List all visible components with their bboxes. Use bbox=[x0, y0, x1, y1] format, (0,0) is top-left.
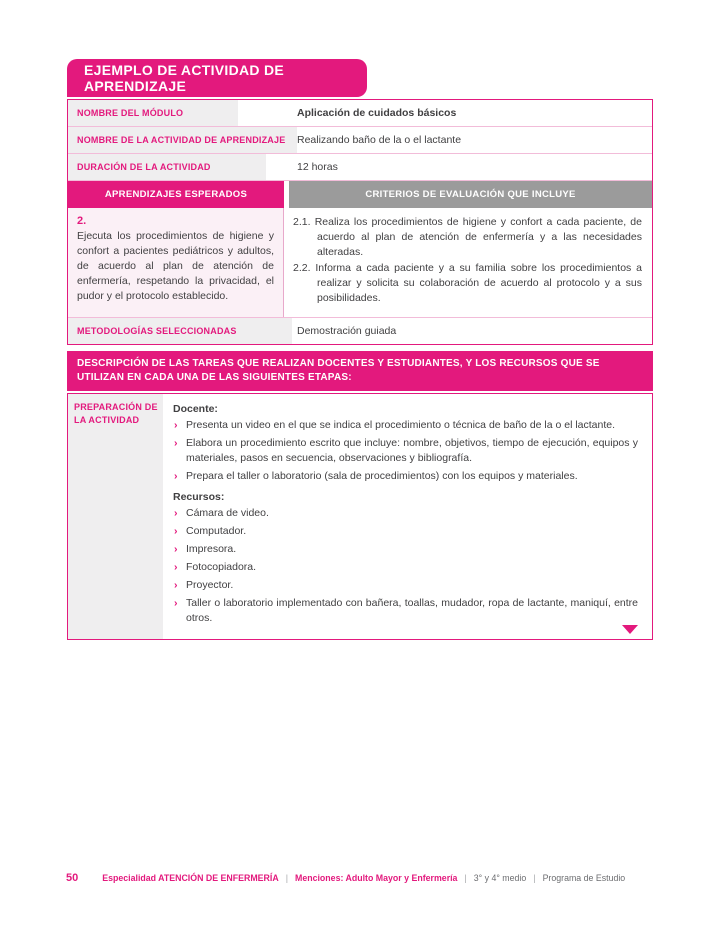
list-item bbox=[173, 436, 638, 466]
list-item-text: Taller o laboratorio implementado con bañera, toallas, mudador, ropa de lactante, maniquí, entre otros. bbox=[186, 597, 638, 624]
row-value: Realizando baño de la o el lactante bbox=[297, 134, 462, 146]
recursos-list bbox=[173, 506, 638, 626]
table-row bbox=[68, 153, 652, 180]
continuation-arrow-icon bbox=[622, 625, 638, 634]
activity-title: EJEMPLO DE ACTIVIDAD DE APRENDIZAJE bbox=[84, 62, 285, 94]
criteria-item bbox=[293, 215, 642, 260]
list-item-text: Fotocopiadora. bbox=[186, 561, 257, 573]
criteria-text: Realiza los procedimientos de higiene y confort a cada paciente, de acuerdo al plan de atención de enfermería y a las necesidades alteradas. bbox=[314, 216, 642, 258]
row-label: DURACIÓN DE LA ACTIVIDAD bbox=[68, 154, 266, 180]
row-label: NOMBRE DEL MÓDULO bbox=[68, 100, 238, 126]
learning-number: 2. bbox=[77, 215, 87, 227]
bullet-icon: › bbox=[174, 543, 178, 555]
docente-heading: Docente: bbox=[173, 403, 218, 415]
row-label: NOMBRE DE LA ACTIVIDAD DE APRENDIZAJE bbox=[68, 127, 297, 153]
footer-grade: 3° y 4° medio bbox=[473, 873, 527, 883]
footer-separator: | bbox=[464, 873, 467, 883]
criteria-item bbox=[293, 261, 642, 306]
row-label-cell bbox=[68, 154, 297, 180]
activity-info-rows bbox=[68, 100, 652, 180]
bullet-icon: › bbox=[174, 525, 178, 537]
tasks-description-banner: DESCRIPCIÓN DE LAS TAREAS QUE REALIZAN DOCENTES Y ESTUDIANTES, Y LOS RECURSOS QUE SE UTILIZAN EN CADA UNA DE LAS SIGUIENTES ETAPAS: bbox=[67, 351, 653, 391]
page-footer bbox=[66, 872, 654, 884]
list-item bbox=[173, 418, 638, 433]
row-value: 12 horas bbox=[297, 161, 338, 173]
list-item bbox=[173, 596, 638, 626]
methodology-label: METODOLOGÍAS SELECCIONADAS bbox=[68, 318, 292, 344]
table-row bbox=[68, 100, 652, 126]
list-item-text: Proyector. bbox=[186, 579, 234, 591]
footer-separator: | bbox=[285, 873, 288, 883]
methodology-row bbox=[68, 317, 652, 344]
bullet-icon: › bbox=[174, 437, 178, 449]
recursos-heading: Recursos: bbox=[173, 491, 225, 503]
preparation-section bbox=[67, 393, 653, 640]
footer-specialty: Especialidad ATENCIÓN DE ENFERMERÍA bbox=[102, 873, 279, 883]
table-row bbox=[68, 126, 652, 153]
list-item-text: Impresora. bbox=[186, 543, 237, 555]
methodology-value: Demostración guiada bbox=[297, 325, 397, 337]
footer-line bbox=[102, 873, 625, 883]
footer-mentions: Menciones: Adulto Mayor y Enfermería bbox=[295, 873, 458, 883]
list-item bbox=[173, 469, 638, 484]
list-item-text: Cámara de video. bbox=[186, 507, 269, 519]
expected-learning-header: APRENDIZAJES ESPERADOS bbox=[68, 181, 284, 208]
list-item bbox=[173, 542, 638, 557]
list-item bbox=[173, 578, 638, 593]
bullet-icon: › bbox=[174, 597, 178, 609]
preparation-content bbox=[163, 394, 652, 639]
row-label-cell bbox=[68, 318, 297, 344]
page-number: 50 bbox=[66, 872, 79, 884]
criteria-cell bbox=[284, 208, 652, 317]
activity-table bbox=[67, 99, 653, 345]
criteria-text: Informa a cada paciente y a su familia sobre los procedimientos a realizar y solicita su colaboración de acuerdo al protocolo y a sus posibilidades. bbox=[315, 262, 643, 304]
criteria-number: 2.1. bbox=[293, 216, 311, 228]
row-label-cell bbox=[68, 127, 297, 153]
expected-learning-cell bbox=[68, 208, 284, 317]
bullet-icon: › bbox=[174, 579, 178, 591]
list-item-text: Computador. bbox=[186, 525, 247, 537]
footer-separator: | bbox=[533, 873, 536, 883]
learning-text: Ejecuta los procedimientos de higiene y confort a pacientes pediátricos y adultos, de acuerdo al plan de atención de enfermería, respetando la privacidad, el pudor y el protocolo establecido. bbox=[77, 230, 274, 302]
bullet-icon: › bbox=[174, 470, 178, 482]
activity-example-block bbox=[67, 59, 653, 640]
bullet-icon: › bbox=[174, 561, 178, 573]
row-label-cell bbox=[68, 100, 297, 126]
docente-list bbox=[173, 418, 638, 484]
bullet-icon: › bbox=[174, 419, 178, 431]
criteria-number: 2.2. bbox=[293, 262, 311, 274]
list-item bbox=[173, 524, 638, 539]
list-item bbox=[173, 506, 638, 521]
learning-body-row bbox=[68, 208, 652, 317]
list-item-text: Elabora un procedimiento escrito que incluye: nombre, objetivos, tiempo de ejecución, equipos y materiales, pasos en secuencia, observaciones y bibliografía. bbox=[186, 437, 638, 464]
learning-headers-row bbox=[68, 180, 652, 208]
evaluation-criteria-header: CRITERIOS DE EVALUACIÓN QUE INCLUYE bbox=[289, 181, 652, 208]
preparation-label: PREPARACIÓN DE LA ACTIVIDAD bbox=[68, 394, 163, 639]
footer-program: Programa de Estudio bbox=[542, 873, 626, 883]
list-item-text: Presenta un video en el que se indica el procedimiento o técnica de baño de la o el lactante. bbox=[186, 419, 616, 431]
row-value: Aplicación de cuidados básicos bbox=[297, 107, 457, 119]
list-item bbox=[173, 560, 638, 575]
activity-title-plate bbox=[67, 59, 367, 97]
list-item-text: Prepara el taller o laboratorio (sala de procedimientos) con los equipos y materiales. bbox=[186, 470, 578, 482]
bullet-icon: › bbox=[174, 507, 178, 519]
